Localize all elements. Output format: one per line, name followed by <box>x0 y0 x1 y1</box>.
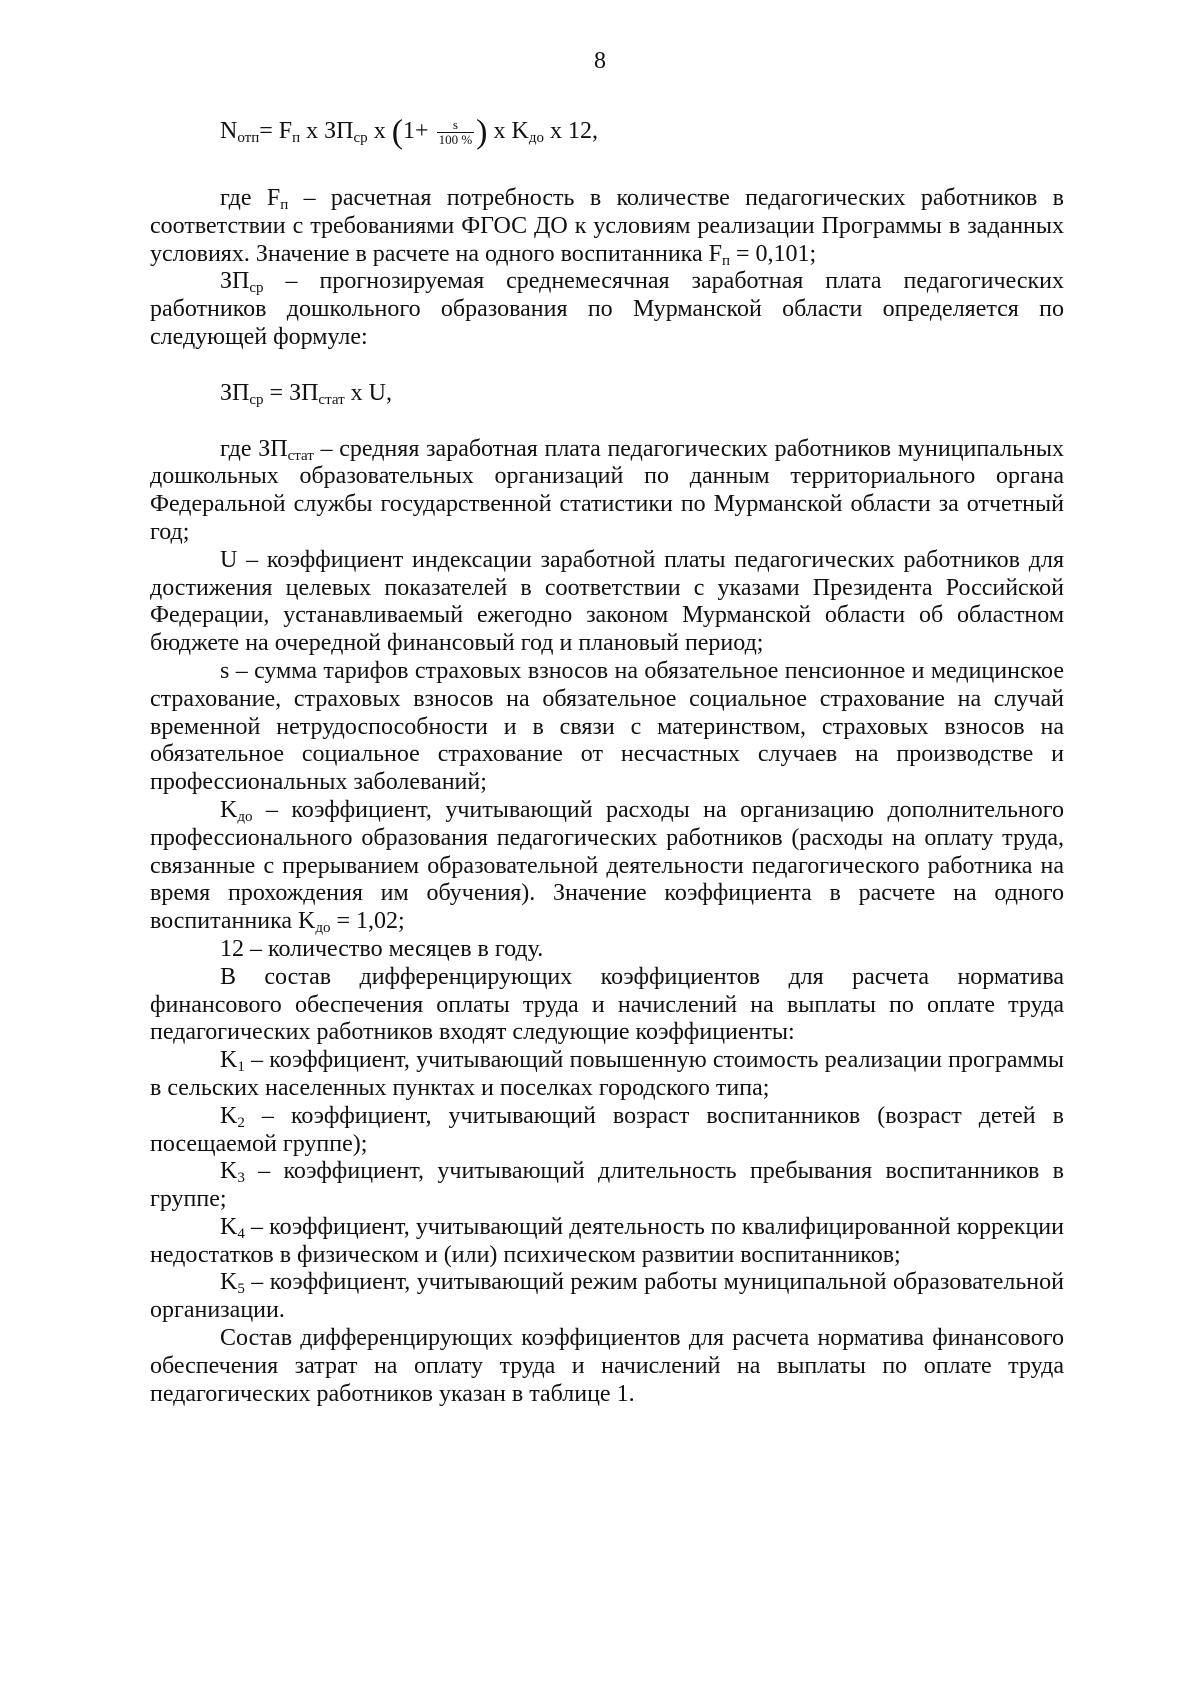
paragraph-table-reference: Состав дифференцирующих коэффициентов для расчета норматива финансового обеспечения затрат на оплату труда и начислений на выплаты по оплате труда педагогических работников указан в таблице 1. <box>150 1325 1064 1407</box>
text-run: K <box>220 1102 238 1129</box>
formula-subscript: ср <box>353 130 368 146</box>
paragraph-s-definition: s – сумма тарифов страховых взносов на обязательное пенсионное и медицинское страхование, страховых взносов на обязательное социальное страхование на случай временной нетрудоспособности и в связи с материнством, страховых взносов на обязательное социальное страхование от несчастных случаев на производстве и профессиональных заболеваний; <box>150 657 1064 796</box>
subscript: п <box>721 252 730 269</box>
paragraph-u-definition: U – коэффициент индексации заработной платы педагогических работников для достижения целевых показателей в соответствии с указами Президента Российской Федерации, устанавливаемый ежегодно законом Мурманской области об областном бюджете на очередной финансовый год и плановый период; <box>150 546 1064 657</box>
subscript: 3 <box>237 1170 245 1187</box>
formula-text: ЗП <box>220 379 250 406</box>
text-run: – коэффициент, учитывающий деятельность по квалифицированной коррекции недостатков в физическом и (или) психическом развитии воспитанников; <box>150 1213 1064 1268</box>
text-run: K <box>220 1213 238 1240</box>
text-run: K <box>220 1158 238 1185</box>
formula-norm-otp <box>150 105 1064 157</box>
formula-subscript: стат <box>318 391 345 408</box>
text-run: – коэффициент, учитывающий расходы на организацию дополнительного профессионального образования педагогических работников (расходы на оплату труда, связанные с прерыванием образовательной деятельности педагогического работника на время прохождения им обучения). Значение коэффициента в расчете на одного воспитанника K <box>150 796 1064 935</box>
text-run: K <box>220 1269 238 1296</box>
text-run: – коэффициент, учитывающий возраст воспитанников (возраст детей в посещаемой группе); <box>150 1102 1064 1157</box>
formula-close-paren: ) <box>476 113 488 151</box>
text-run: где ЗП <box>220 435 288 462</box>
formula-subscript: ср <box>249 391 264 408</box>
paragraph-k4 <box>150 1214 1064 1270</box>
formula-subscript: п <box>292 130 301 146</box>
text-run: ЗП <box>220 268 250 295</box>
subscript: до <box>315 920 331 937</box>
text-run: – коэффициент, учитывающий режим работы муниципальной образовательной организации. <box>150 1269 1064 1324</box>
formula-zp <box>150 380 1064 408</box>
formula-fraction <box>437 118 475 147</box>
subscript: 5 <box>237 1281 245 1298</box>
paragraph-k1 <box>150 1047 1064 1103</box>
text-run: = 0,101; <box>730 240 817 267</box>
paragraph-kdo-definition <box>150 797 1064 936</box>
subscript: стат <box>287 447 314 464</box>
formula-text: x <box>367 118 392 144</box>
subscript: 2 <box>237 1114 245 1131</box>
text-run: = 1,02; <box>330 908 405 935</box>
paragraph-coefficients-intro: В состав дифференцирующих коэффициентов для расчета норматива финансового обеспечения оплаты труда и начислений на выплаты по оплате труда педагогических работников входят следующие коэффициенты: <box>150 963 1064 1046</box>
paragraph-k2 <box>150 1103 1064 1159</box>
text-run: K <box>220 1047 238 1074</box>
fraction-denominator: 100 % <box>438 131 473 147</box>
paragraph-k3 <box>150 1158 1064 1214</box>
formula-text: = F <box>259 118 293 144</box>
formula-text: x ЗП <box>300 118 354 144</box>
text-run: – коэффициент, учитывающий длительность пребывания воспитанников в группе; <box>150 1158 1064 1213</box>
document-body <box>150 105 1064 1408</box>
text-run: – расчетная потребность в количестве педагогических работников в соответствии с требованиями ФГОС ДО к условиям реализации Программы в заданных условиях. Значение в расчете на одного воспитанника F <box>150 185 1065 267</box>
formula-text: x K <box>487 118 529 144</box>
formula-text: = ЗП <box>263 379 319 406</box>
formula-text: x U, <box>344 379 392 406</box>
paragraph-zp-definition <box>150 268 1064 351</box>
paragraph-fp-definition <box>150 185 1064 268</box>
text-run: – коэффициент, учитывающий повышенную стоимость реализации программы в сельских населенных пунктах и поселках городского типа; <box>150 1047 1064 1101</box>
page-number: 8 <box>594 48 606 74</box>
text-run: K <box>220 796 238 823</box>
subscript: 1 <box>237 1059 245 1076</box>
paragraph-k5 <box>150 1269 1064 1325</box>
subscript: п <box>280 197 289 213</box>
text-run: где F <box>220 185 281 211</box>
subscript: 4 <box>237 1225 245 1242</box>
text-run: – средняя заработная плата педагогических работников муниципальных дошкольных образовательных организаций по данным территориального органа Федеральной службы государственной статистики по Мурманской области за отчетный год; <box>150 435 1064 545</box>
formula-text: x 12, <box>543 118 598 144</box>
formula-subscript: отп <box>237 130 260 146</box>
fraction-numerator: s <box>437 118 475 133</box>
paragraph-zp-stat-definition <box>150 436 1064 547</box>
text-run: – прогнозируемая среднемесячная заработная плата педагогических работников дошкольного образования по Мурманской области определяется по следующей формуле: <box>150 268 1064 350</box>
paragraph-months: 12 – количество месяцев в году. <box>220 935 544 962</box>
formula-text: 1+ <box>403 118 435 144</box>
formula-subscript: до <box>528 130 544 146</box>
subscript: ср <box>249 280 264 297</box>
formula-open-paren: ( <box>391 113 404 151</box>
formula-text: N <box>220 118 238 144</box>
subscript: до <box>237 808 253 825</box>
